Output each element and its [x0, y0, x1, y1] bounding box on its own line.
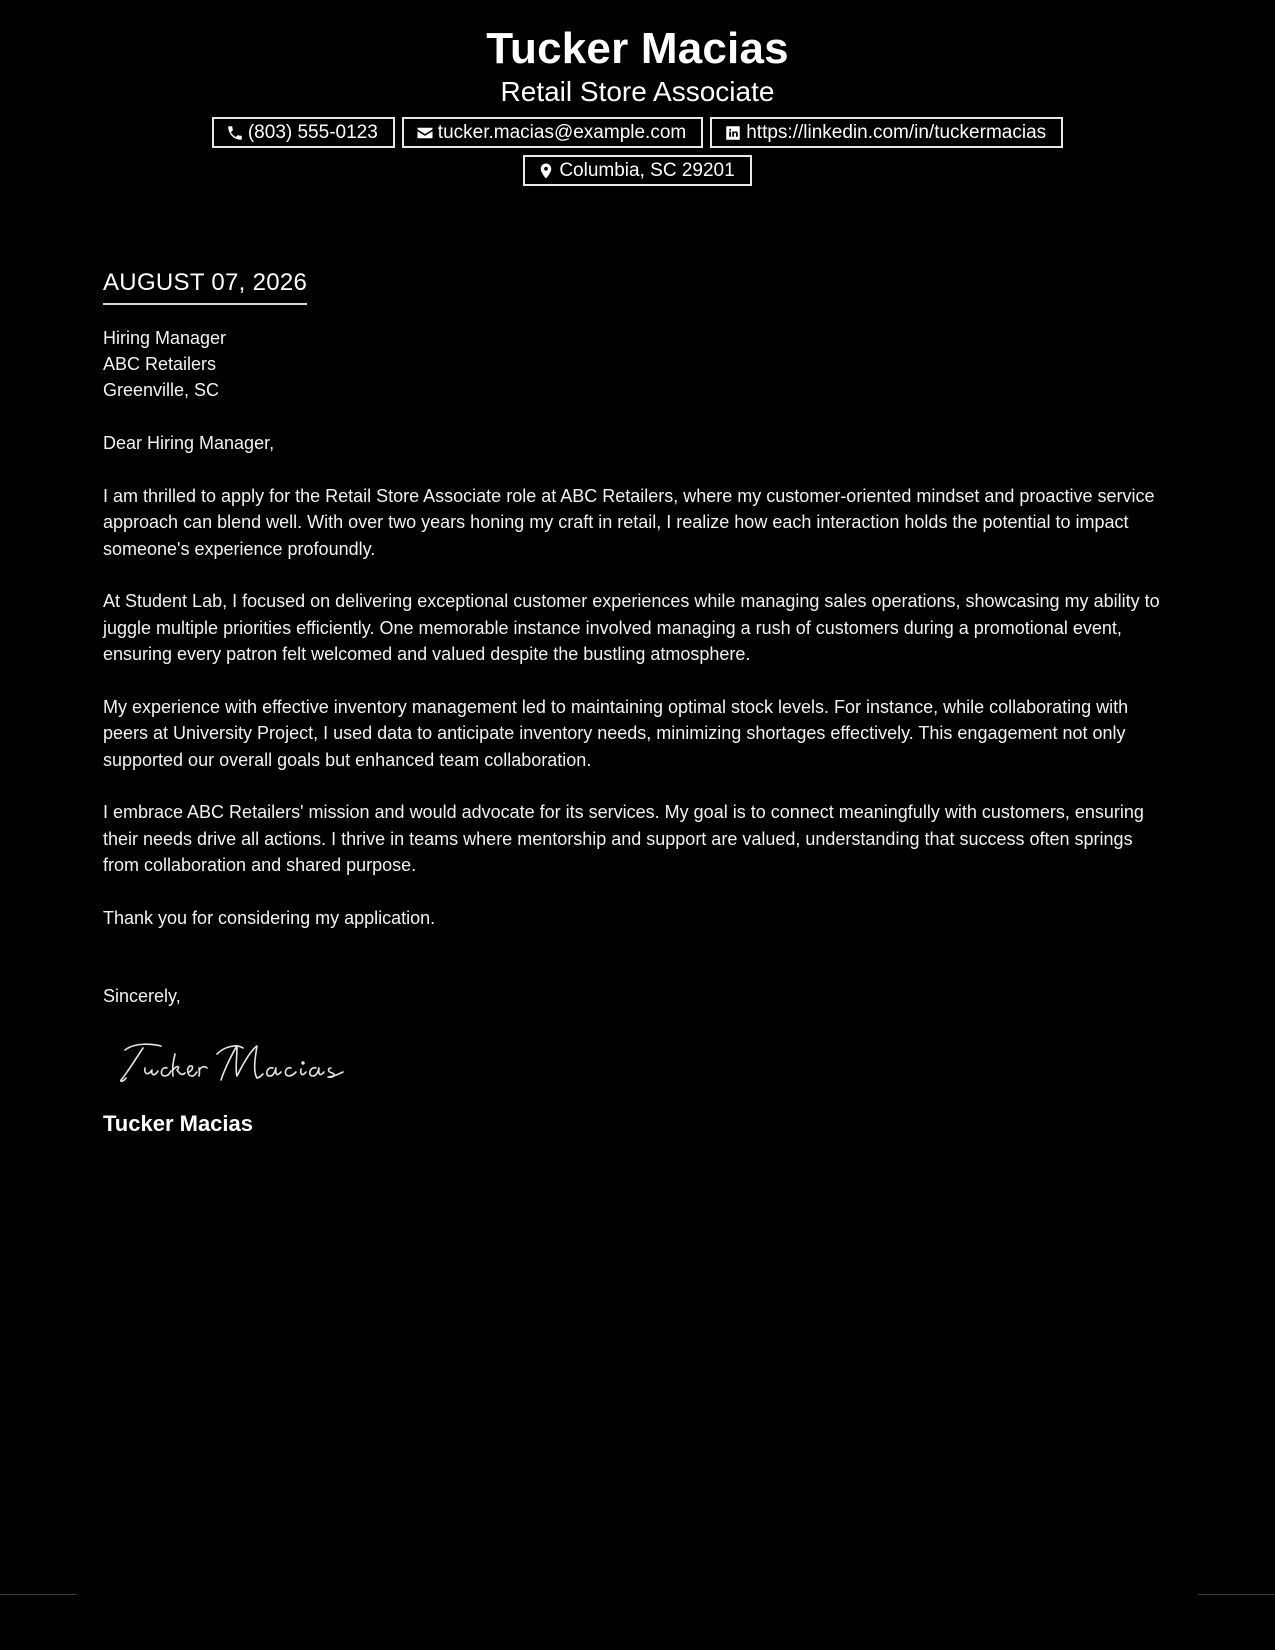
- contact-location: [523, 155, 751, 186]
- closing: Sincerely,: [103, 986, 181, 1006]
- applicant-name: Tucker Macias: [486, 24, 789, 73]
- envelope-icon: [416, 124, 434, 142]
- contact-location-text: Columbia, SC 29201: [559, 159, 735, 181]
- signer-name: Tucker Macias: [103, 1111, 254, 1136]
- footer-rule-left: [0, 1594, 77, 1595]
- contact-row-secondary: [0, 155, 1275, 186]
- phone-icon: [226, 124, 244, 142]
- body-paragraph: Thank you for considering my application.: [103, 907, 436, 928]
- recipient-name: Hiring Manager: [103, 328, 227, 348]
- recipient-block: [103, 325, 1173, 403]
- letter-body: [103, 266, 1173, 1138]
- contact-email[interactable]: [402, 117, 703, 148]
- footer-rule-right: [1198, 1594, 1275, 1595]
- body-paragraph: I embrace ABC Retailers' mission and would advocate for its services. My goal is to connect meaningfully with customers, ensuring their needs drive all actions. I thrive in teams where mentorship and support are valued, understanding that success often springs from collaboration and shared purpose.: [103, 802, 1144, 875]
- linkedin-icon: [724, 124, 742, 142]
- applicant-title: Retail Store Associate: [500, 76, 775, 107]
- body-paragraph: My experience with effective inventory management led to maintaining optimal stock levels. For instance, while collaborating with peers at University Project, I used data to anticipate inventory needs, minimizing shortages effectively. This engagement not only supported our overall goals but enhanced team collaboration.: [103, 696, 1129, 770]
- body-paragraph: At Student Lab, I focused on delivering exceptional customer experiences while managing sales operations, showcasing my ability to juggle multiple priorities efficiently. One memorable instance involved managing a rush of customers during a promotional event, ensuring every patron felt welcomed and valued despite the bustling atmosphere.: [103, 591, 1160, 664]
- salutation: Dear Hiring Manager,: [103, 433, 275, 453]
- letter-date: AUGUST 07, 2026: [103, 266, 307, 305]
- contact-linkedin[interactable]: [710, 117, 1063, 148]
- contact-phone[interactable]: [212, 117, 395, 148]
- letter-header: [0, 22, 1275, 186]
- body-paragraph: I am thrilled to apply for the Retail Store Associate role at ABC Retailers, where my customer-oriented mindset and proactive service approach can blend well. With over two years honing my craft in retail, I realize how each interaction holds the potential to impact someone's experience profoundly.: [103, 485, 1155, 559]
- recipient-location: Greenville, SC: [103, 380, 220, 400]
- contact-row-primary: [0, 117, 1275, 148]
- recipient-company: ABC Retailers: [103, 354, 217, 374]
- contact-linkedin-text: https://linkedin.com/in/tuckermacias: [746, 121, 1047, 143]
- map-pin-icon: [537, 162, 555, 180]
- handwritten-signature: [117, 1032, 357, 1092]
- contact-phone-text: (803) 555-0123: [247, 121, 378, 143]
- contact-email-text: tucker.macias@example.com: [437, 121, 687, 143]
